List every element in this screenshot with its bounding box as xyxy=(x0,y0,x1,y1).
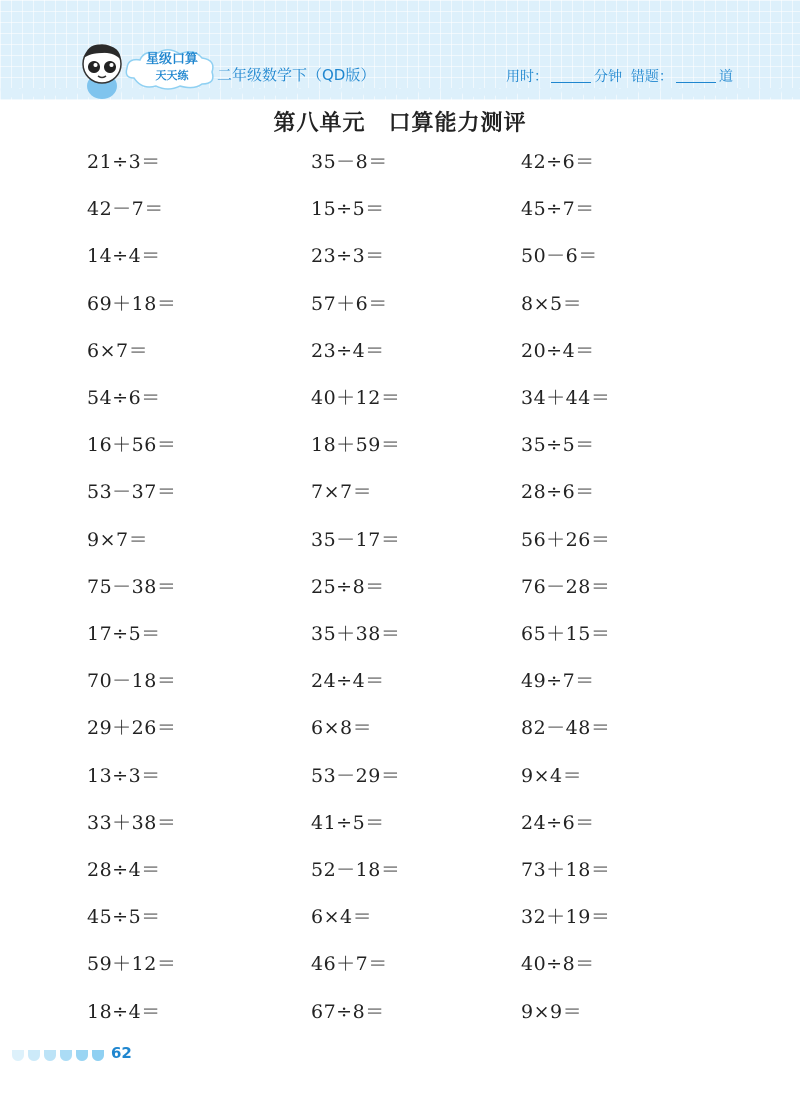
arithmetic-problem: 6×8＝ xyxy=(311,717,373,740)
arithmetic-problem: 23÷3＝ xyxy=(311,245,385,268)
arithmetic-problem: 46＋7＝ xyxy=(311,953,388,976)
footer-dot xyxy=(92,1050,104,1061)
arithmetic-problem: 54÷6＝ xyxy=(87,387,161,409)
errors-blank[interactable] xyxy=(676,68,716,83)
arithmetic-problem: 53－29＝ xyxy=(311,764,401,787)
arithmetic-problem: 9×4＝ xyxy=(521,764,583,787)
arithmetic-problem: 42－7＝ xyxy=(87,198,164,221)
arithmetic-problem: 40÷8＝ xyxy=(521,953,595,976)
footer-dots xyxy=(12,1046,108,1060)
arithmetic-problem: 6×4＝ xyxy=(311,906,373,929)
arithmetic-problem: 17÷5＝ xyxy=(87,623,161,645)
arithmetic-problem: 34＋44＝ xyxy=(521,387,611,409)
arithmetic-problem: 50－6＝ xyxy=(521,245,598,268)
arithmetic-problem: 75－38＝ xyxy=(87,575,177,598)
footer-dot xyxy=(44,1050,56,1061)
arithmetic-problem: 6×7＝ xyxy=(87,339,149,362)
arithmetic-problem: 67÷8＝ xyxy=(311,1000,385,1023)
arithmetic-problem: 18÷4＝ xyxy=(87,1000,161,1023)
arithmetic-problem: 20÷4＝ xyxy=(521,339,595,362)
arithmetic-problem: 56＋26＝ xyxy=(521,528,611,551)
arithmetic-problem: 35－17＝ xyxy=(311,528,401,551)
arithmetic-problem: 57＋6＝ xyxy=(311,292,388,315)
footer-dot xyxy=(28,1050,40,1061)
arithmetic-problem: 16＋56＝ xyxy=(87,434,177,457)
arithmetic-problem: 35－8＝ xyxy=(311,151,388,173)
arithmetic-problem: 8×5＝ xyxy=(521,292,583,315)
arithmetic-problem: 52－18＝ xyxy=(311,859,401,881)
arithmetic-problem: 33＋38＝ xyxy=(87,811,177,834)
arithmetic-problem: 9×9＝ xyxy=(521,1000,583,1023)
time-and-errors-box xyxy=(506,66,733,86)
footer-dot xyxy=(60,1050,72,1061)
logo xyxy=(132,52,212,84)
arithmetic-problem: 69＋18＝ xyxy=(87,292,177,315)
arithmetic-problem: 65＋15＝ xyxy=(521,623,611,645)
book-title: 二年级数学下（QD版） xyxy=(217,66,376,84)
arithmetic-problem: 18＋59＝ xyxy=(311,434,401,457)
arithmetic-problem: 23÷4＝ xyxy=(311,339,385,362)
arithmetic-problem: 76－28＝ xyxy=(521,575,611,598)
arithmetic-problem: 45÷7＝ xyxy=(521,198,595,221)
arithmetic-problem: 15÷5＝ xyxy=(311,198,385,221)
arithmetic-problem: 49÷7＝ xyxy=(521,670,595,693)
arithmetic-problem: 41÷5＝ xyxy=(311,811,385,834)
page-number: 62 xyxy=(111,1044,132,1062)
logo-line1: 星级口算 xyxy=(145,52,198,67)
arithmetic-problem: 7×7＝ xyxy=(311,481,373,504)
mascot-icon xyxy=(74,40,130,102)
arithmetic-problem: 28÷6＝ xyxy=(521,481,595,504)
arithmetic-problem: 28÷4＝ xyxy=(87,859,161,881)
arithmetic-problem: 53－37＝ xyxy=(87,481,177,504)
arithmetic-problem: 24÷6＝ xyxy=(521,811,595,834)
arithmetic-problem: 24÷4＝ xyxy=(311,670,385,693)
page-title: 第八单元 口算能力测评 xyxy=(273,111,527,136)
arithmetic-problem: 13÷3＝ xyxy=(87,764,161,787)
arithmetic-problem: 9×7＝ xyxy=(87,528,149,551)
errors-unit: 道 xyxy=(718,69,733,85)
arithmetic-problem: 59＋12＝ xyxy=(87,953,177,976)
errors-label: 错题： xyxy=(630,69,673,85)
arithmetic-problem: 42÷6＝ xyxy=(521,151,595,173)
arithmetic-problem: 25÷8＝ xyxy=(311,575,385,598)
time-blank[interactable] xyxy=(551,68,591,83)
arithmetic-problem: 82－48＝ xyxy=(521,717,611,740)
arithmetic-problem: 45÷5＝ xyxy=(87,906,161,929)
time-label: 用时： xyxy=(506,69,548,85)
arithmetic-problem: 40＋12＝ xyxy=(311,387,401,409)
arithmetic-problem: 32＋19＝ xyxy=(521,906,611,929)
logo-line2: 天天练 xyxy=(155,69,189,82)
arithmetic-problem: 35÷5＝ xyxy=(521,434,595,457)
arithmetic-problem: 70－18＝ xyxy=(87,670,177,693)
time-unit: 分钟 xyxy=(594,69,622,85)
arithmetic-problem: 21÷3＝ xyxy=(87,151,161,173)
footer-dot xyxy=(76,1050,88,1061)
arithmetic-problem: 14÷4＝ xyxy=(87,245,161,268)
arithmetic-problem: 73＋18＝ xyxy=(521,859,611,881)
footer-dot xyxy=(12,1050,24,1061)
arithmetic-problem: 35＋38＝ xyxy=(311,623,401,645)
arithmetic-problem: 29＋26＝ xyxy=(87,717,177,740)
